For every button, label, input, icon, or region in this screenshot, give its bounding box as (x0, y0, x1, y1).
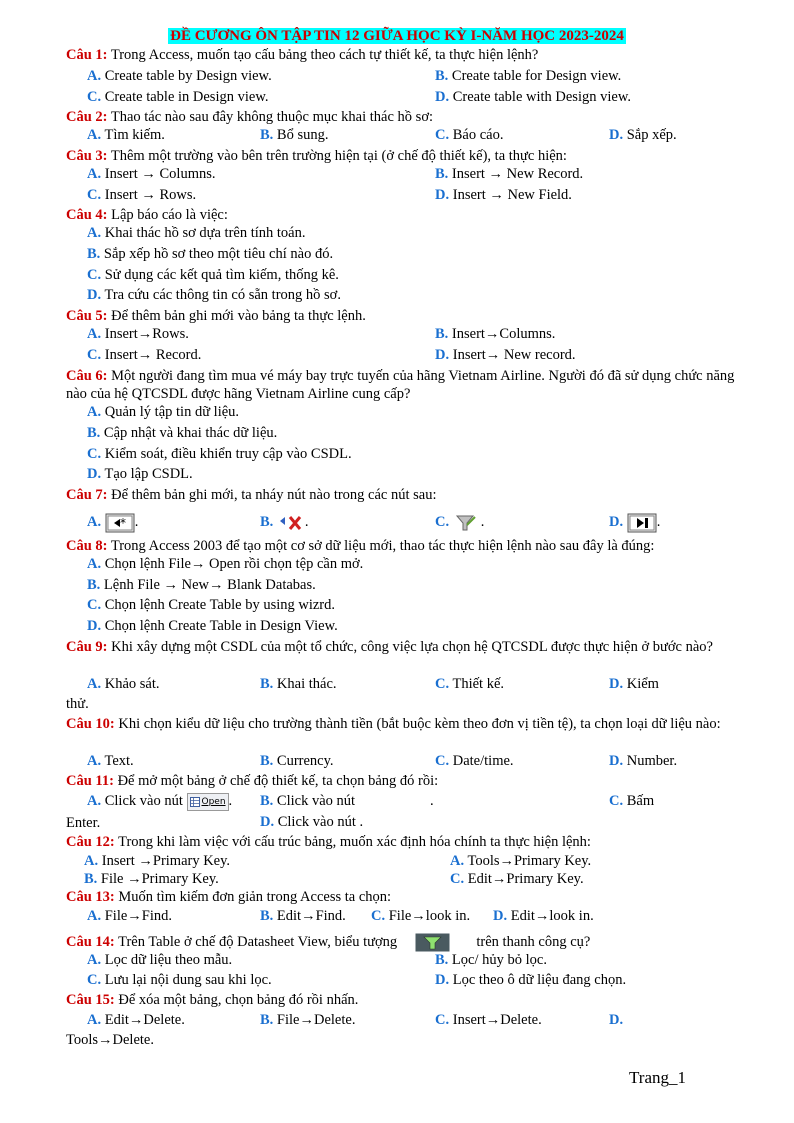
new-record-icon (105, 513, 135, 533)
option: C. Chọn lệnh Create Table by using wizrd. (87, 597, 335, 613)
open-button-icon: Open (187, 793, 229, 811)
question-15: Câu 15: Để xóa một bảng, chọn bảng đó rồi nhấn. (66, 992, 359, 1008)
options-row: B. File →Primary Key. C. Edit→Primary Key. (84, 871, 584, 887)
question-8: Câu 8: Trong Access 2003 để tạo một cơ sở dữ liệu mới, thao tác thực hiện lệnh nào sau đây là đúng: (66, 538, 655, 554)
options-row: C. Insert → Rows. D. Insert → New Field. (87, 187, 572, 203)
question-13: Câu 13: Muốn tìm kiếm đơn giản trong Access ta chọn: (66, 889, 392, 905)
svg-text:*: * (119, 515, 126, 530)
question-6: Câu 6: Một người đang tìm mua vé máy bay trực tuyến của hãng Vietnam Airline. Người đó đã sử dụng chức năng nào của hệ QTCSDL được hãng Vietnam Airline cung cấp? (66, 368, 735, 402)
last-record-icon (627, 513, 657, 533)
question-7: Câu 7: Để thêm bản ghi mới, ta nháy nút nào trong các nút sau: (66, 487, 437, 503)
options-row: A. Create table by Design view. B. Create table for Design view. (87, 68, 622, 84)
delete-record-icon (277, 513, 305, 533)
question-9: Câu 9: Khi xây dựng một CSDL của một tổ chức, công việc lựa chọn hệ QTCSDL được thực hiện ở bước nào? (66, 639, 713, 655)
option: D. Tra cứu các thông tin có sẵn trong hồ sơ. (87, 287, 341, 303)
question-5: Câu 5: Để thêm bản ghi mới vào bảng ta thực lệnh. (66, 308, 366, 324)
question-4: Câu 4: Lập báo cáo là việc: (66, 207, 228, 223)
option: B. Cập nhật và khai thác dữ liệu. (87, 425, 278, 441)
options-row: A. Tìm kiếm. B. Bổ sung. C. Báo cáo. D. Sắp xếp. (87, 127, 677, 143)
option: B. Lệnh File → New→ Blank Databas. (87, 577, 316, 593)
option: D. Chọn lệnh Create Table in Design View. (87, 618, 338, 634)
option: D. Tạo lập CSDL. (87, 466, 193, 482)
options-row: A. Insert→Rows. B. Insert→Columns. (87, 326, 556, 342)
question-11: Câu 11: Để mở một bảng ở chế độ thiết kế, ta chọn bảng đó rồi: (66, 773, 439, 789)
options-row: A. * . B. . C. . D. . (87, 510, 767, 534)
options-row: D. Click vào nút . (260, 814, 364, 830)
options-row: C. Lưu lại nội dung sau khi lọc. D. Lọc theo ô dữ liệu đang chọn. (87, 972, 627, 988)
options-row: A. Edit→Delete. B. File→Delete. C. Insert→Delete. D. (87, 1012, 624, 1028)
question-1: Câu 1: Trong Access, muốn tạo cấu bảng theo cách tự thiết kế, ta thực hiện lệnh? (66, 47, 539, 63)
options-row: A. Insert →Primary Key. A. Tools→Primary Key. (84, 853, 592, 869)
table-icon (190, 797, 200, 807)
option: A. Khai thác hồ sơ dựa trên tính toán. (87, 225, 306, 241)
option: A. Chọn lệnh File→ Open rồi chọn tệp cần mở. (87, 556, 364, 572)
options-row: A. Lọc dữ liệu theo mẫu. B. Lọc/ hủy bỏ lọc. (87, 952, 547, 968)
option: B. Sắp xếp hồ sơ theo một tiêu chí nào đó. (87, 246, 334, 262)
page-number: Trang_1 (629, 1068, 686, 1087)
question-2: Câu 2: Thao tác nào sau đây không thuộc mục khai thác hồ sơ: (66, 109, 434, 125)
option-continuation: Enter. (66, 815, 101, 831)
option-continuation: Tools→Delete. (66, 1032, 154, 1048)
document-title: ĐỀ CƯƠNG ÔN TẬP TIN 12 GIỮA HỌC KỲ I-NĂM HỌC 2023-2024 (170, 28, 624, 44)
question-14: Câu 14: Trên Table ở chế độ Datasheet View, biểu tượng trên thanh công cụ? (66, 931, 756, 953)
options-row: A. Click vào nút Open . B. Click vào nút . C. Bấm (87, 793, 655, 809)
options-row: C. Create table in Design view. D. Create table with Design view. (87, 89, 631, 105)
question-10: Câu 10: Khi chọn kiểu dữ liệu cho trường thành tiền (bắt buộc kèm theo đơn vị tiền tệ), ta chọn loại dữ liệu nào: (66, 716, 721, 732)
options-row: A. Khảo sát. B. Khai thác. C. Thiết kế. D. Kiểm (87, 676, 659, 692)
filter-icon (453, 513, 481, 533)
options-row: A. Insert → Columns. B. Insert → New Record. (87, 166, 584, 182)
question-3: Câu 3: Thêm một trường vào bên trên trường hiện tại (ở chế độ thiết kế), ta thực hiện: (66, 148, 567, 164)
option-continuation: thử. (66, 696, 89, 712)
question-12: Câu 12: Trong khi làm việc với cấu trúc bảng, muốn xác định hóa chính ta thực hiện lệnh: (66, 834, 591, 850)
option: C. Sử dụng các kết quả tìm kiếm, thống kê. (87, 267, 339, 283)
option: C. Kiểm soát, điều khiển truy cập vào CSDL. (87, 446, 352, 462)
option: A. Quản lý tập tin dữ liệu. (87, 404, 240, 420)
options-row: A. Text. B. Currency. C. Date/time. D. Number. (87, 753, 678, 769)
options-row: A. File→Find. B. Edit→Find. C. File→look in. D. Edit→look in. (87, 908, 594, 924)
options-row: C. Insert→ Record. D. Insert→ New record. (87, 347, 576, 363)
